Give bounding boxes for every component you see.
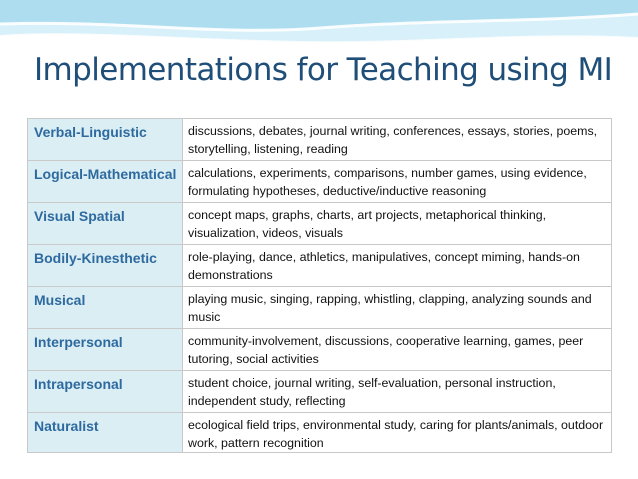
implementations-cell: playing music, singing, rapping, whistling, clapping, analyzing sounds and music (183, 287, 612, 329)
table-row-bodily-kinesthetic (28, 245, 612, 287)
intelligence-cell: Visual Spatial (28, 203, 183, 245)
table-row-intrapersonal (28, 371, 612, 413)
intelligence-cell: Bodily-Kinesthetic (28, 245, 183, 287)
implementations-cell: role-playing, dance, athletics, manipulatives, concept miming, hands-on demonstrations (183, 245, 612, 287)
intelligence-cell: Musical (28, 287, 183, 329)
intelligence-cell: Naturalist (28, 413, 183, 453)
table-row-verbal-linguistic (28, 119, 612, 161)
header-wave-decoration (0, 0, 638, 60)
table-row-visual-spatial (28, 203, 612, 245)
intelligence-cell: Intrapersonal (28, 371, 183, 413)
intelligence-cell: Verbal-Linguistic (28, 119, 183, 161)
table-row-logical-mathematical (28, 161, 612, 203)
implementations-cell: ecological field trips, environmental study, caring for plants/animals, outdoor work, pattern recognition (183, 413, 612, 453)
implementations-cell: community-involvement, discussions, cooperative learning, games, peer tutoring, social activities (183, 329, 612, 371)
table-row-musical (28, 287, 612, 329)
table-row-naturalist (28, 413, 612, 453)
table-row-interpersonal (28, 329, 612, 371)
implementations-cell: concept maps, graphs, charts, art projects, metaphorical thinking, visualization, videos, visuals (183, 203, 612, 245)
implementations-cell: discussions, debates, journal writing, conferences, essays, stories, poems, storytelling, listening, reading (183, 119, 612, 161)
implementations-cell: calculations, experiments, comparisons, number games, using evidence, formulating hypotheses, deductive/inductive reasoning (183, 161, 612, 203)
intelligence-cell: Interpersonal (28, 329, 183, 371)
mi-implementations-table (27, 118, 612, 453)
slide-title: Implementations for Teaching using MI (34, 52, 613, 88)
intelligence-cell: Logical-Mathematical (28, 161, 183, 203)
implementations-cell: student choice, journal writing, self-evaluation, personal instruction, independent study, reflecting (183, 371, 612, 413)
